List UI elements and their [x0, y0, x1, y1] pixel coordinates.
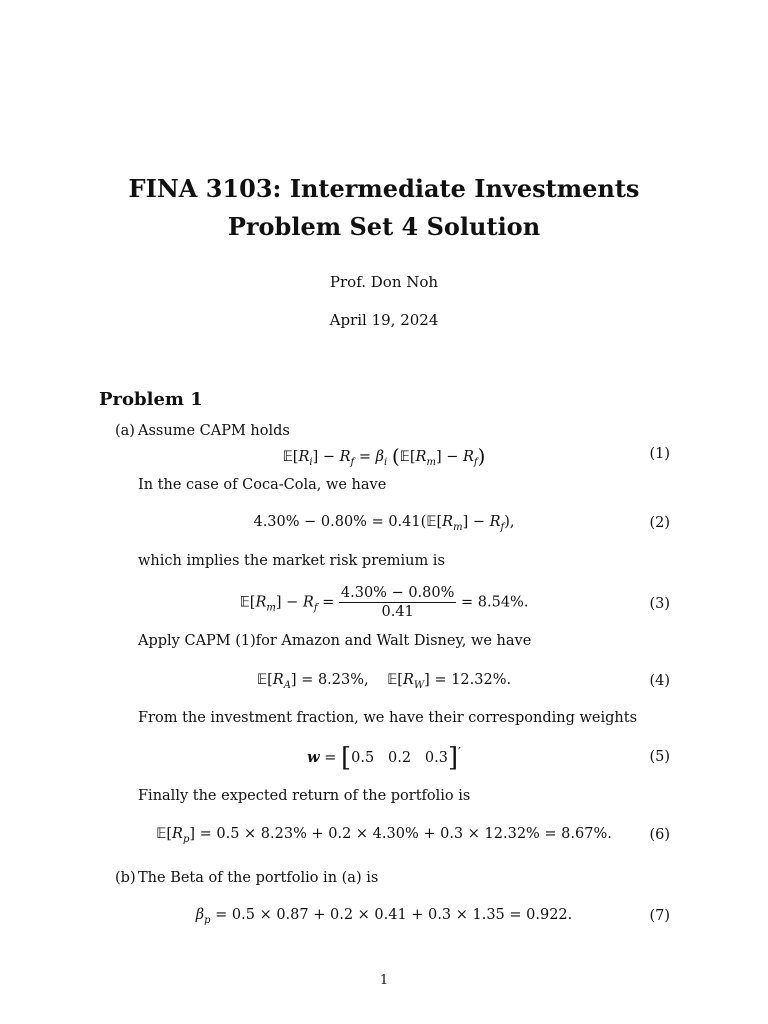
problem-1-heading: Problem 1: [99, 389, 203, 410]
equation-number-3: (3): [649, 596, 670, 612]
eq4-amazon: = 8.23%,: [301, 672, 369, 688]
part-a-label: (a): [115, 423, 135, 439]
eq7-rhs: = 0.5 × 0.87 + 0.2 × 0.41 + 0.3 × 1.35 = 0.922.: [215, 907, 573, 923]
equation-7: $\beta_p = 0.5 \times 0.87 + 0.2 \times 0.41 + 0.3 \times 1.35 = 0.922$.: [195, 907, 573, 926]
page-number: 1: [379, 973, 389, 988]
author: Prof. Don Noh: [329, 273, 439, 291]
equation-6: $𝔼[R_p] = 0.5 \times 8.23\% + 0.2 \times 4.30\% + 0.3 \times 12.32\% = 8.67\%$.: [156, 826, 612, 845]
eq4-disney: = 12.32%.: [434, 672, 512, 688]
equation-2: $4.30\% - 0.80\% = 0.41(𝔼[R_m] - R_f)$,: [253, 514, 515, 533]
eq3-fraction: [339, 585, 457, 620]
equation-number-6: (6): [649, 827, 670, 843]
part-a-intro: Assume CAPM holds: [138, 423, 290, 439]
eq3-denominator: 0.41: [381, 604, 414, 620]
eq2-tail: ),: [504, 514, 515, 530]
equation-number-1: (1): [649, 446, 670, 462]
eq6-rhs: = 0.5 × 8.23% + 0.2 × 4.30% + 0.3 × 12.32% = 8.67%.: [199, 826, 612, 842]
equation-number-2: (2): [649, 515, 670, 531]
text-apply-capm: Apply CAPM (1)for Amazon and Walt Disney, we have: [138, 633, 532, 649]
text-weights: From the investment fraction, we have their corresponding weights: [138, 710, 638, 726]
eq2-lhs: 4.30% − 0.80% = 0.41(: [253, 514, 427, 530]
eq3-numerator: 4.30% − 0.80%: [340, 585, 455, 601]
equation-3: $𝔼[R_m] - R_f$ = $\frac{4.30\% - 0.80\%}{0.41}$ = 8.54%.: [239, 585, 529, 620]
equation-1: $𝔼[R_i] - R_f = \beta_i$ $(𝔼[R_m] - R_f)$: [282, 444, 486, 468]
text-coca-cola: In the case of Coca-Cola, we have: [138, 477, 387, 493]
date: April 19, 2024: [329, 311, 439, 329]
part-b-intro: The Beta of the portfolio in (a) is: [138, 870, 379, 886]
text-finally: Finally the expected return of the portfolio is: [138, 788, 471, 804]
equation-number-5: (5): [649, 749, 670, 765]
equation-4: $𝔼[R_A] = 8.23\%$, $𝔼[R_W] = 12.32\%$.: [256, 672, 512, 691]
equation-5: w = [0.5 0.2 0.3]′: [307, 743, 461, 773]
title-line-2: Problem Set 4 Solution: [227, 212, 541, 241]
eq3-rhs: = 8.54%.: [461, 594, 529, 611]
text-implies: which implies the market risk premium is: [138, 553, 445, 569]
equation-number-7: (7): [649, 908, 670, 924]
equation-number-4: (4): [649, 673, 670, 689]
title-line-1: FINA 3103: Intermediate Investments: [128, 174, 640, 203]
part-b-label: (b): [115, 870, 136, 886]
eq5-vector: 0.5 0.2 0.3: [351, 750, 448, 766]
